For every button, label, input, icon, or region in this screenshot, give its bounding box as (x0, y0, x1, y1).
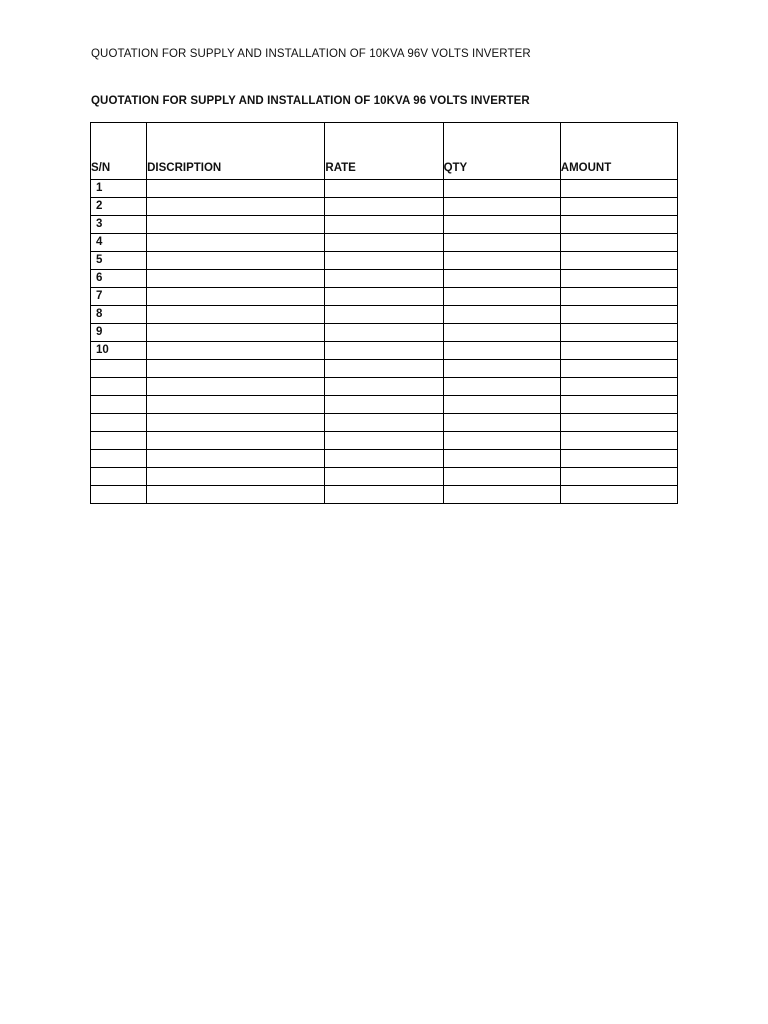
cell-qty (443, 270, 560, 288)
cell-rate (325, 324, 443, 342)
quotation-table (90, 122, 678, 504)
cell-qty (443, 450, 560, 468)
cell-qty (443, 378, 560, 396)
cell-description (147, 396, 325, 414)
cell-sn: 6 (91, 270, 147, 288)
table-row (91, 486, 678, 504)
cell-qty (443, 252, 560, 270)
cell-sn: 8 (91, 306, 147, 324)
cell-qty (443, 360, 560, 378)
table-row (91, 396, 678, 414)
cell-sn: 7 (91, 288, 147, 306)
cell-sn (91, 378, 147, 396)
document-title-plain: QUOTATION FOR SUPPLY AND INSTALLATION OF 10KVA 96V VOLTS INVERTER (91, 48, 531, 60)
cell-description (147, 486, 325, 504)
cell-description (147, 288, 325, 306)
cell-description (147, 180, 325, 198)
cell-rate (325, 180, 443, 198)
header-rate: RATE (325, 123, 443, 180)
cell-rate (325, 450, 443, 468)
cell-description (147, 342, 325, 360)
cell-description (147, 306, 325, 324)
table-row (91, 306, 678, 324)
cell-sn: 10 (91, 342, 147, 360)
cell-description (147, 468, 325, 486)
cell-amount (560, 360, 677, 378)
cell-amount (560, 270, 677, 288)
table-row (91, 468, 678, 486)
cell-sn (91, 432, 147, 450)
cell-description (147, 360, 325, 378)
cell-amount (560, 234, 677, 252)
cell-description (147, 414, 325, 432)
cell-amount (560, 432, 677, 450)
cell-rate (325, 378, 443, 396)
cell-sn (91, 450, 147, 468)
cell-description (147, 378, 325, 396)
cell-amount (560, 324, 677, 342)
cell-rate (325, 306, 443, 324)
cell-rate (325, 468, 443, 486)
cell-rate (325, 396, 443, 414)
header-sn: S/N (91, 123, 147, 180)
table-row (91, 234, 678, 252)
cell-qty (443, 198, 560, 216)
cell-qty (443, 342, 560, 360)
cell-sn: 4 (91, 234, 147, 252)
cell-sn (91, 486, 147, 504)
cell-rate (325, 216, 443, 234)
cell-rate (325, 414, 443, 432)
cell-amount (560, 288, 677, 306)
cell-amount (560, 252, 677, 270)
cell-qty (443, 414, 560, 432)
cell-qty (443, 288, 560, 306)
cell-qty (443, 486, 560, 504)
cell-description (147, 216, 325, 234)
cell-qty (443, 432, 560, 450)
table-row (91, 360, 678, 378)
header-amount: AMOUNT (560, 123, 677, 180)
table-row (91, 252, 678, 270)
table-row (91, 450, 678, 468)
cell-description (147, 432, 325, 450)
table-row (91, 432, 678, 450)
cell-amount (560, 414, 677, 432)
cell-description (147, 198, 325, 216)
cell-amount (560, 216, 677, 234)
cell-sn (91, 360, 147, 378)
cell-rate (325, 198, 443, 216)
cell-sn: 1 (91, 180, 147, 198)
cell-description (147, 450, 325, 468)
cell-sn (91, 396, 147, 414)
table-row (91, 378, 678, 396)
cell-description (147, 324, 325, 342)
table-body (91, 180, 678, 504)
table-row (91, 342, 678, 360)
cell-amount (560, 342, 677, 360)
cell-rate (325, 486, 443, 504)
table-header-row (91, 123, 678, 180)
cell-qty (443, 180, 560, 198)
header-qty: QTY (443, 123, 560, 180)
cell-rate (325, 234, 443, 252)
table-row (91, 198, 678, 216)
table-row (91, 180, 678, 198)
cell-description (147, 252, 325, 270)
cell-amount (560, 450, 677, 468)
table-row (91, 216, 678, 234)
cell-amount (560, 378, 677, 396)
cell-rate (325, 270, 443, 288)
cell-amount (560, 180, 677, 198)
cell-rate (325, 252, 443, 270)
cell-sn: 2 (91, 198, 147, 216)
table-row (91, 270, 678, 288)
cell-rate (325, 432, 443, 450)
cell-description (147, 270, 325, 288)
cell-rate (325, 342, 443, 360)
cell-amount (560, 396, 677, 414)
table-row (91, 324, 678, 342)
cell-sn (91, 468, 147, 486)
cell-rate (325, 360, 443, 378)
cell-qty (443, 396, 560, 414)
cell-sn: 3 (91, 216, 147, 234)
cell-amount (560, 306, 677, 324)
cell-amount (560, 468, 677, 486)
cell-description (147, 234, 325, 252)
document-title-bold: QUOTATION FOR SUPPLY AND INSTALLATION OF 10KVA 96 VOLTS INVERTER (91, 95, 530, 107)
cell-qty (443, 306, 560, 324)
cell-amount (560, 198, 677, 216)
cell-qty (443, 468, 560, 486)
header-description: DISCRIPTION (147, 123, 325, 180)
cell-qty (443, 324, 560, 342)
cell-qty (443, 234, 560, 252)
cell-sn: 5 (91, 252, 147, 270)
cell-rate (325, 288, 443, 306)
cell-sn: 9 (91, 324, 147, 342)
table-row (91, 288, 678, 306)
cell-qty (443, 216, 560, 234)
cell-amount (560, 486, 677, 504)
cell-sn (91, 414, 147, 432)
table-row (91, 414, 678, 432)
